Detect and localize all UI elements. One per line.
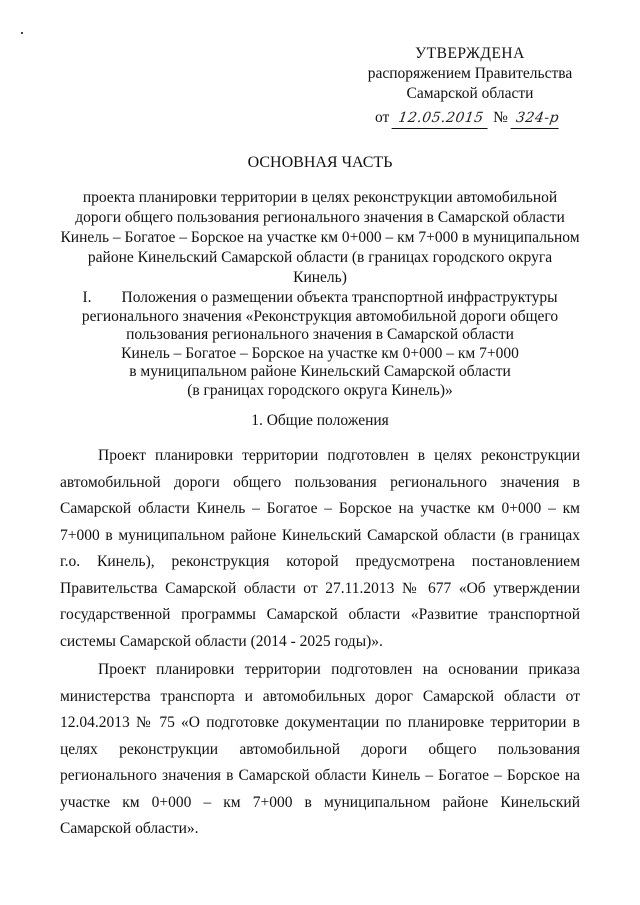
- approval-stamp: [345, 44, 595, 129]
- paragraph: Проект планировки территории подготовлен в целях реконструкции автомобильной дороги общего пользования регионального значения в Самарской области Кинель – Богатое – Борское на участке км 0+000 – км 7+000 в муниципальном районе Кинельский Самарской области (в границах г.о. Кинель), реконструкция которой предусмотрена постановлением Правительства Самарской области от 27.11.2013 № 677 «Об утверждении государственной программы Самарской области «Развитие транспортной системы Самарской области (2014 - 2025 годы)».: [60, 447, 580, 650]
- section-number: I.: [82, 289, 92, 306]
- handwritten-number: 324-р: [510, 108, 561, 129]
- document-title: ОСНОВНАЯ ЧАСТЬ: [247, 154, 393, 171]
- section-heading: [60, 289, 580, 400]
- section-heading-line-1: [60, 289, 580, 308]
- section-line: регионального значения «Реконструкция автомобильной дороги общего: [81, 307, 559, 325]
- section-line: пользования регионального значения в Самарской области: [126, 326, 514, 343]
- handwritten-date: 12.05.2015: [392, 108, 491, 129]
- subsection-heading: 1. Общие положения: [251, 412, 389, 429]
- approval-date-line: [345, 108, 595, 129]
- date-prefix: от: [375, 109, 390, 126]
- section-line: в муниципальном районе Кинельский Самарской области: [129, 363, 511, 380]
- scan-speck: [21, 32, 23, 34]
- section-line: Положения о размещении объекта транспортной инфраструктуры: [121, 289, 558, 306]
- section-line: (в границах городского округа Кинель)»: [187, 381, 453, 399]
- document-subtitle: проекта планировки территории в целях реконструкции автомобильной дороги общего пользования регионального значения в Самарской области Кинель – Богатое – Борское на участке км 0+000 – км 7+000 в муниципальном районе Кинельский Самарской области (в границах городского округа Кинель): [60, 189, 580, 286]
- approval-line-2: Самарской области: [406, 85, 534, 102]
- section-line: Кинель – Богатое – Борское на участке км 0+000 – км 7+000: [121, 344, 519, 362]
- number-label: №: [493, 109, 508, 126]
- approval-line-1: распоряжением Правительства: [367, 65, 573, 82]
- approval-heading: УТВЕРЖДЕНА: [415, 45, 525, 62]
- paragraph: Проект планировки территории подготовлен на основании приказа министерства транспорта и автомобильных дорог Самарской области от 12.04.2013 № 75 «О подготовке документации по планировке территории в целях реконструкции автомобильной дороги общего пользования регионального значения в Самарской области Кинель – Богатое – Борское на участке км 0+000 – км 7+000 в муниципальном районе Кинельский Самарской области».: [60, 661, 580, 837]
